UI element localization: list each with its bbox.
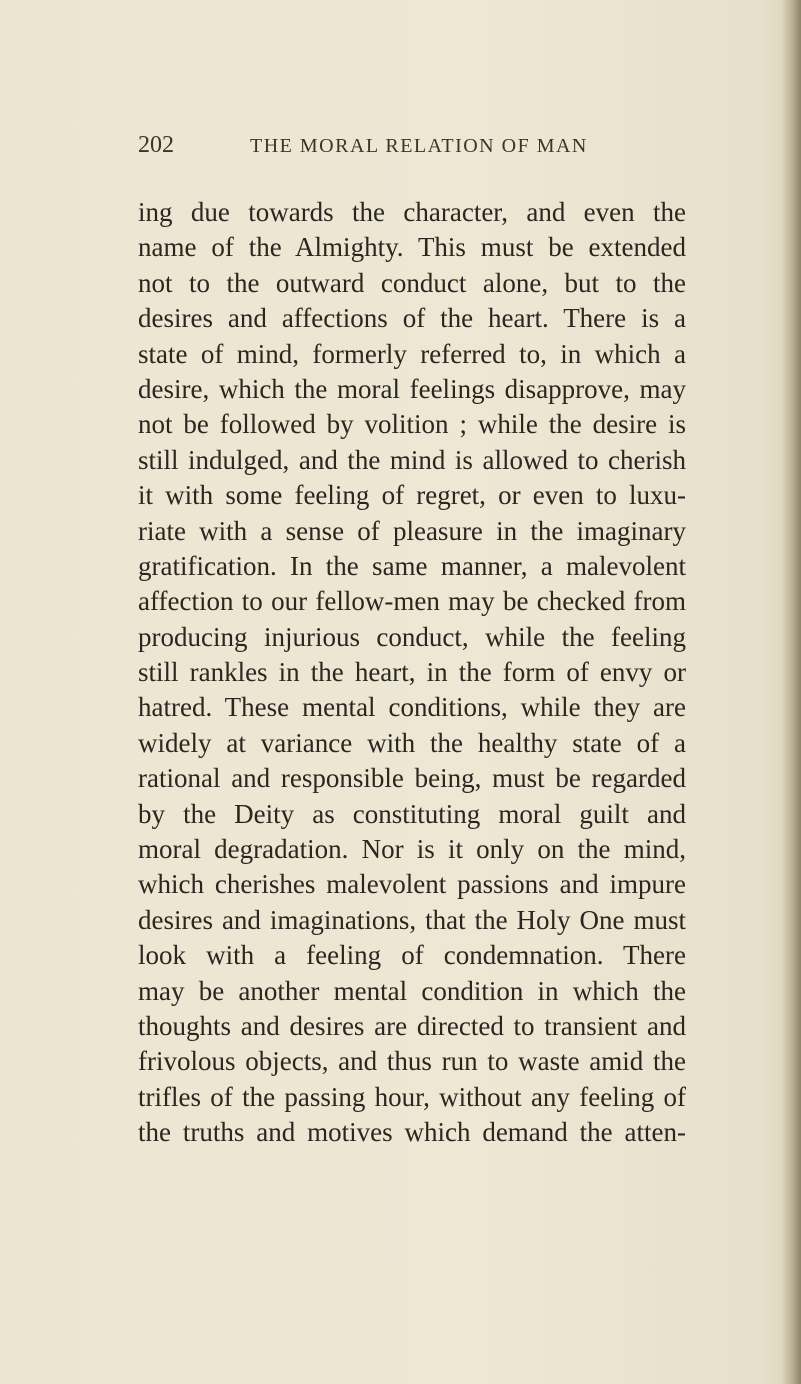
text-line: hatred. These mental conditions, while they are	[138, 692, 686, 723]
text-line: desire, which the moral feelings disapprove, may	[138, 373, 686, 404]
text-line: the truths and motives which demand the atten-	[138, 1117, 686, 1148]
text-line: still indulged, and the mind is allowed to cherish	[138, 444, 686, 475]
page-number: 202	[138, 132, 174, 158]
text-line: frivolous objects, and thus run to waste amid the	[138, 1046, 686, 1077]
running-head: THE MORAL RELATION OF MAN	[250, 135, 588, 157]
text-line: still rankles in the heart, in the form of envy or	[138, 657, 686, 688]
text-line: may be another mental condition in which the	[138, 975, 686, 1006]
text-line: rational and responsible being, must be regarded	[138, 763, 686, 794]
page-header	[138, 132, 738, 172]
text-line: gratification. In the same manner, a malevolent	[138, 550, 686, 581]
text-line: look with a feeling of condemnation. There	[138, 940, 686, 971]
text-line: affection to our fellow-men may be checked from	[138, 586, 686, 617]
text-line: it with some feeling of regret, or even to luxu-	[138, 480, 686, 511]
text-line: desires and affections of the heart. There is a	[138, 303, 686, 334]
text-line: producing injurious conduct, while the feeling	[138, 621, 686, 652]
text-line: widely at variance with the healthy state of a	[138, 727, 686, 758]
text-line: thoughts and desires are directed to transient and	[138, 1010, 686, 1041]
text-line: not to the outward conduct alone, but to the	[138, 267, 686, 298]
text-line: ing due towards the character, and even the	[138, 197, 686, 227]
text-line: moral degradation. Nor is it only on the mind,	[138, 834, 686, 865]
text-line: state of mind, formerly referred to, in which a	[138, 338, 686, 369]
text-line: desires and imaginations, that the Holy One must	[138, 904, 686, 935]
text-line: not be followed by volition ; while the desire is	[138, 409, 686, 440]
page-edge-shadow	[781, 0, 801, 1384]
text-line: trifles of the passing hour, without any feeling of	[138, 1081, 686, 1112]
text-line: by the Deity as constituting moral guilt and	[138, 798, 686, 829]
text-line: which cherishes malevolent passions and impure	[138, 869, 686, 900]
body-text	[138, 195, 686, 1151]
text-line: name of the Almighty. This must be extended	[138, 232, 686, 263]
text-line: riate with a sense of pleasure in the imaginary	[138, 515, 686, 546]
